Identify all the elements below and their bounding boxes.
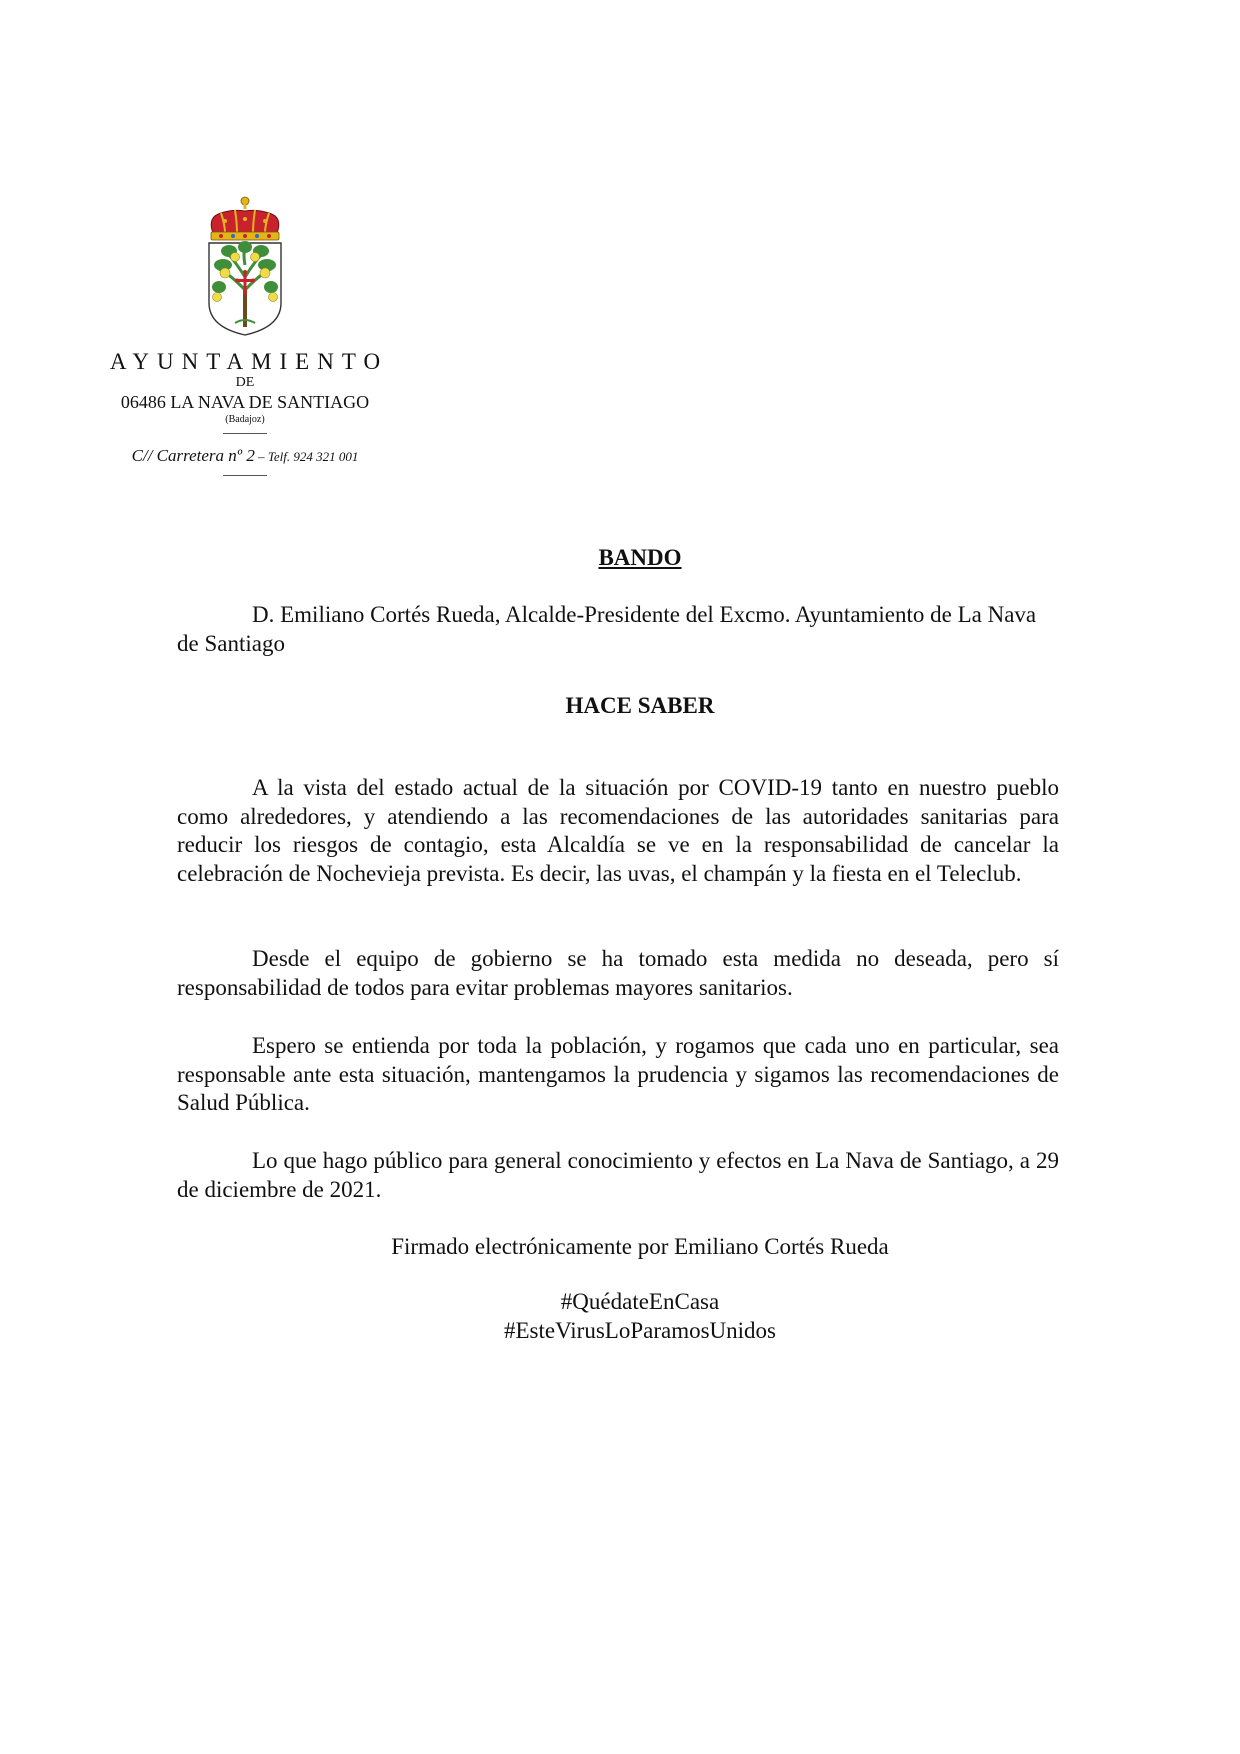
org-de: DE	[235, 375, 255, 390]
hashtag: #EsteVirusLoParamosUnidos	[503, 1317, 777, 1343]
body-paragraph: Lo que hago público para general conocimiento y efectos en La Nava de Santiago, a 29 de diciembre de 2021.	[177, 1148, 1059, 1202]
org-town: 06486 LA NAVA DE SANTIAGO	[120, 392, 370, 412]
body-paragraph: Espero se entienda por toda la población, y rogamos que cada uno en particular, sea responsable ante esta situación, mantengamos la prudencia y sigamos las recomendaciones de Salud Pública.	[177, 1033, 1059, 1115]
org-name: AYUNTAMIENTO	[109, 349, 389, 374]
crown-icon	[211, 197, 279, 240]
intro-paragraph: D. Emiliano Cortés Rueda, Alcalde-Presidente del Excmo. Ayuntamiento de La Nava de Santiago	[177, 602, 1037, 656]
hashtag: #QuédateEnCasa	[560, 1289, 720, 1314]
address-phone: – Telf. 924 321 001	[254, 449, 359, 464]
document-title: BANDO	[598, 545, 682, 570]
org-province: (Badajoz)	[225, 414, 265, 425]
body-paragraph: Desde el equipo de gobierno se ha tomado esta medida no deseada, pero sí responsabilidad de todos para evitar problemas mayores sanitarios.	[177, 946, 1059, 1000]
body-paragraph: A la vista del estado actual de la situación por COVID-19 tanto en nuestro pueblo como alrededores, y atendiendo a las recomendaciones de las autoridades sanitarias para reducir los riesgos de contagio, esta Alcaldía se ve en la responsabilidad de cancelar la celebración de Nochevieja prevista. Es decir, las uvas, el champán y la fiesta en el Teleclub.	[177, 775, 1059, 886]
divider	[223, 433, 267, 434]
org-address	[95, 446, 395, 467]
address-street: C// Carretera nº 2	[131, 446, 255, 465]
coat-of-arms-icon	[195, 195, 295, 345]
letterhead	[95, 195, 395, 488]
hashtags	[0, 1288, 1240, 1345]
document-subtitle: HACE SABER	[565, 693, 715, 718]
divider	[223, 475, 267, 476]
signature-line: Firmado electrónicamente por Emiliano Cortés Rueda	[391, 1234, 889, 1259]
